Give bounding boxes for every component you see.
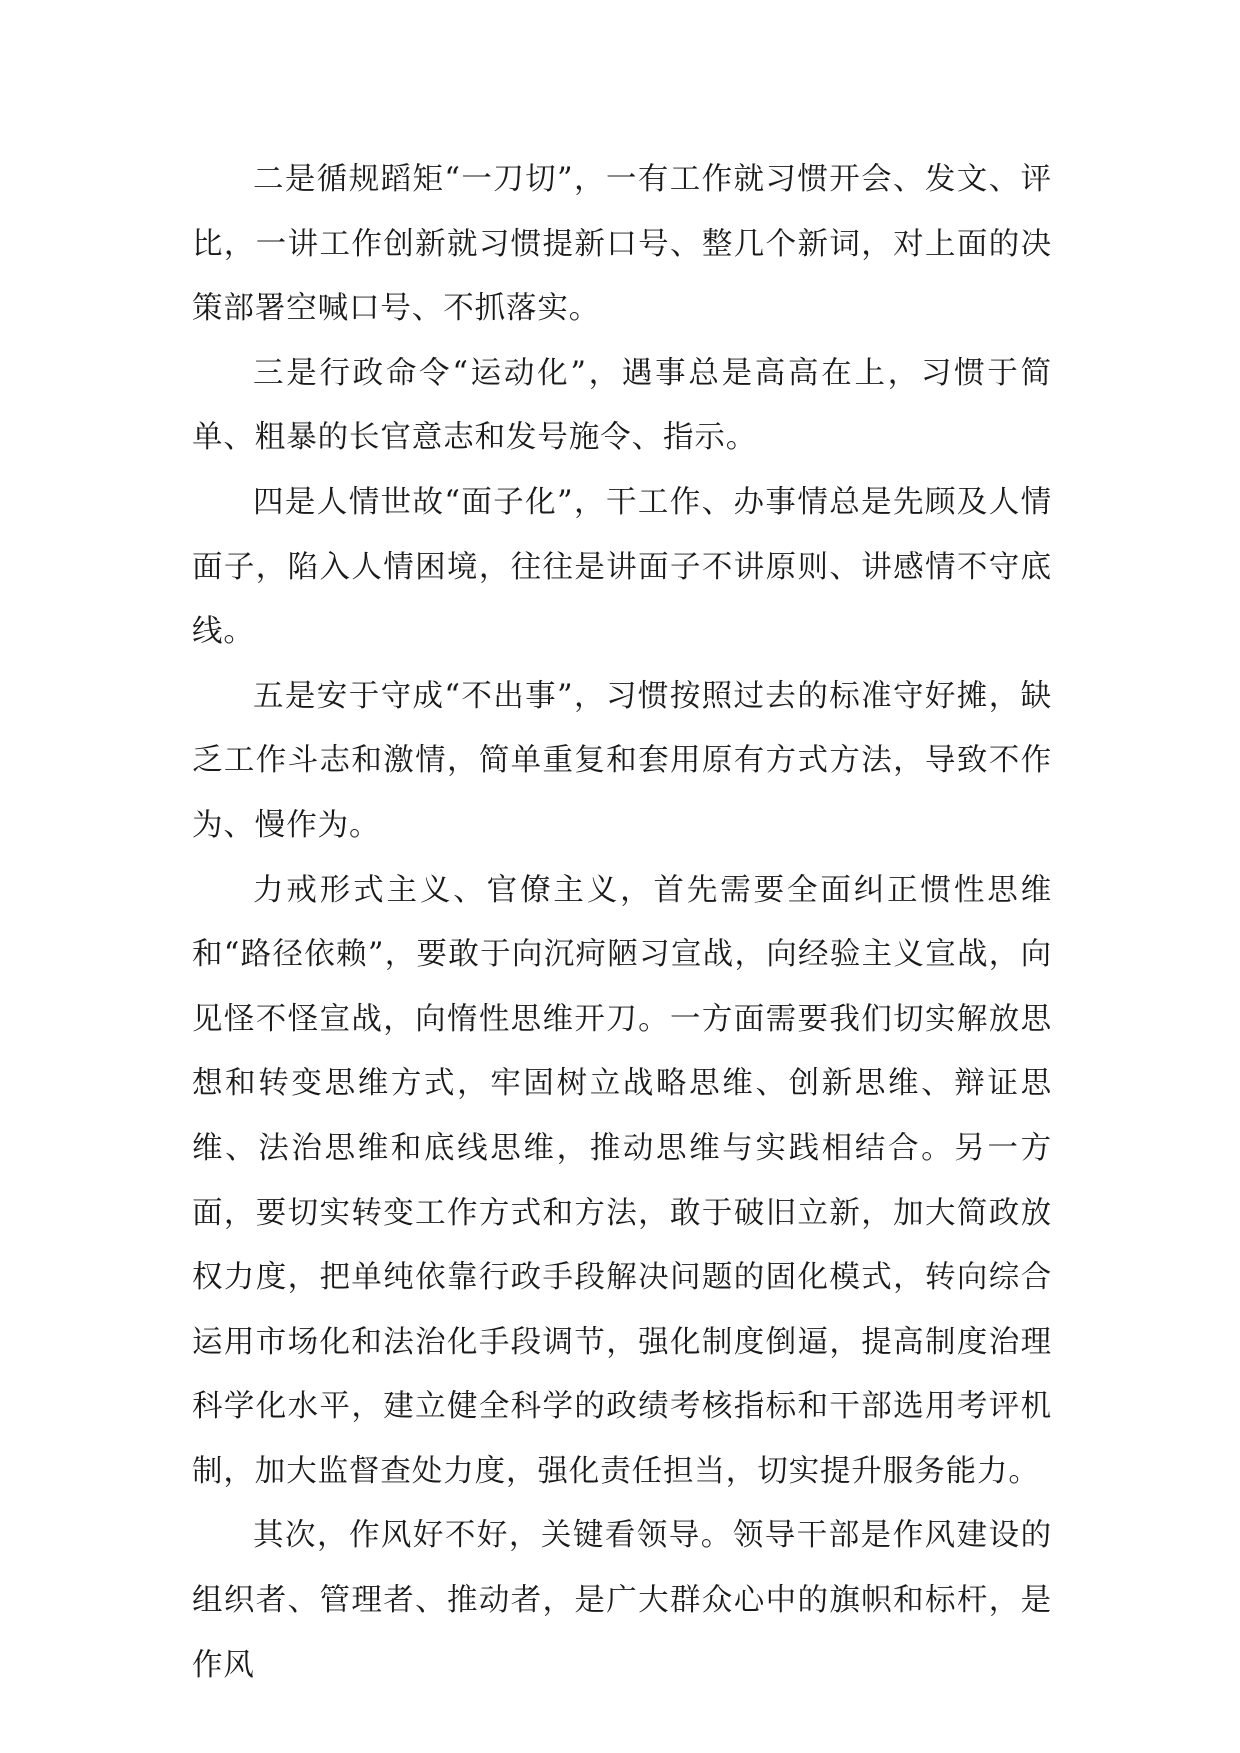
- paragraph-5: 力戒形式主义、官僚主义，首先需要全面纠正惯性思维和“路径依赖”，要敢于向沉疴陋习宣战，向经验主义宣战，向见怪不怪宣战，向惰性思维开刀。一方面需要我们切实解放思想和转变思维方式，牢固树立战略思维、创新思维、辩证思维、法治思维和底线思维，推动思维与实践相结合。另一方面，要切实转变工作方式和方法，敢于破旧立新，加大简政放权力度，把单纯依靠行政手段解决问题的固化模式，转向综合运用市场化和法治化手段调节，强化制度倒逼，提高制度治理科学化水平，建立健全科学的政绩考核指标和干部选用考评机制，加大监督查处力度，强化责任担当，切实提升服务能力。: [192, 872, 1052, 1489]
- paragraph-3: 四是人情世故“面子化”，干工作、办事情总是先顾及人情面子，陷入人情困境，往往是讲面子不讲原则、讲感情不守底线。: [192, 484, 1052, 650]
- paragraph-4: 五是安于守成“不出事”，习惯按照过去的标准守好摊，缺乏工作斗志和激情，简单重复和套用原有方式方法，导致不作为、慢作为。: [192, 678, 1052, 843]
- paragraph-6: 其次，作风好不好，关键看领导。领导干部是作风建设的组织者、管理者、推动者，是广大群众心中的旗帜和标杆，是作风: [192, 1518, 1052, 1683]
- document-body: [192, 148, 1052, 1698]
- paragraph-2: 三是行政命令“运动化”，遇事总是高高在上，习惯于简单、粗暴的长官意志和发号施令、指示。: [192, 355, 1052, 456]
- paragraph-1: 二是循规蹈矩“一刀切”，一有工作就习惯开会、发文、评比，一讲工作创新就习惯提新口号、整几个新词，对上面的决策部署空喊口号、不抓落实。: [192, 162, 1052, 327]
